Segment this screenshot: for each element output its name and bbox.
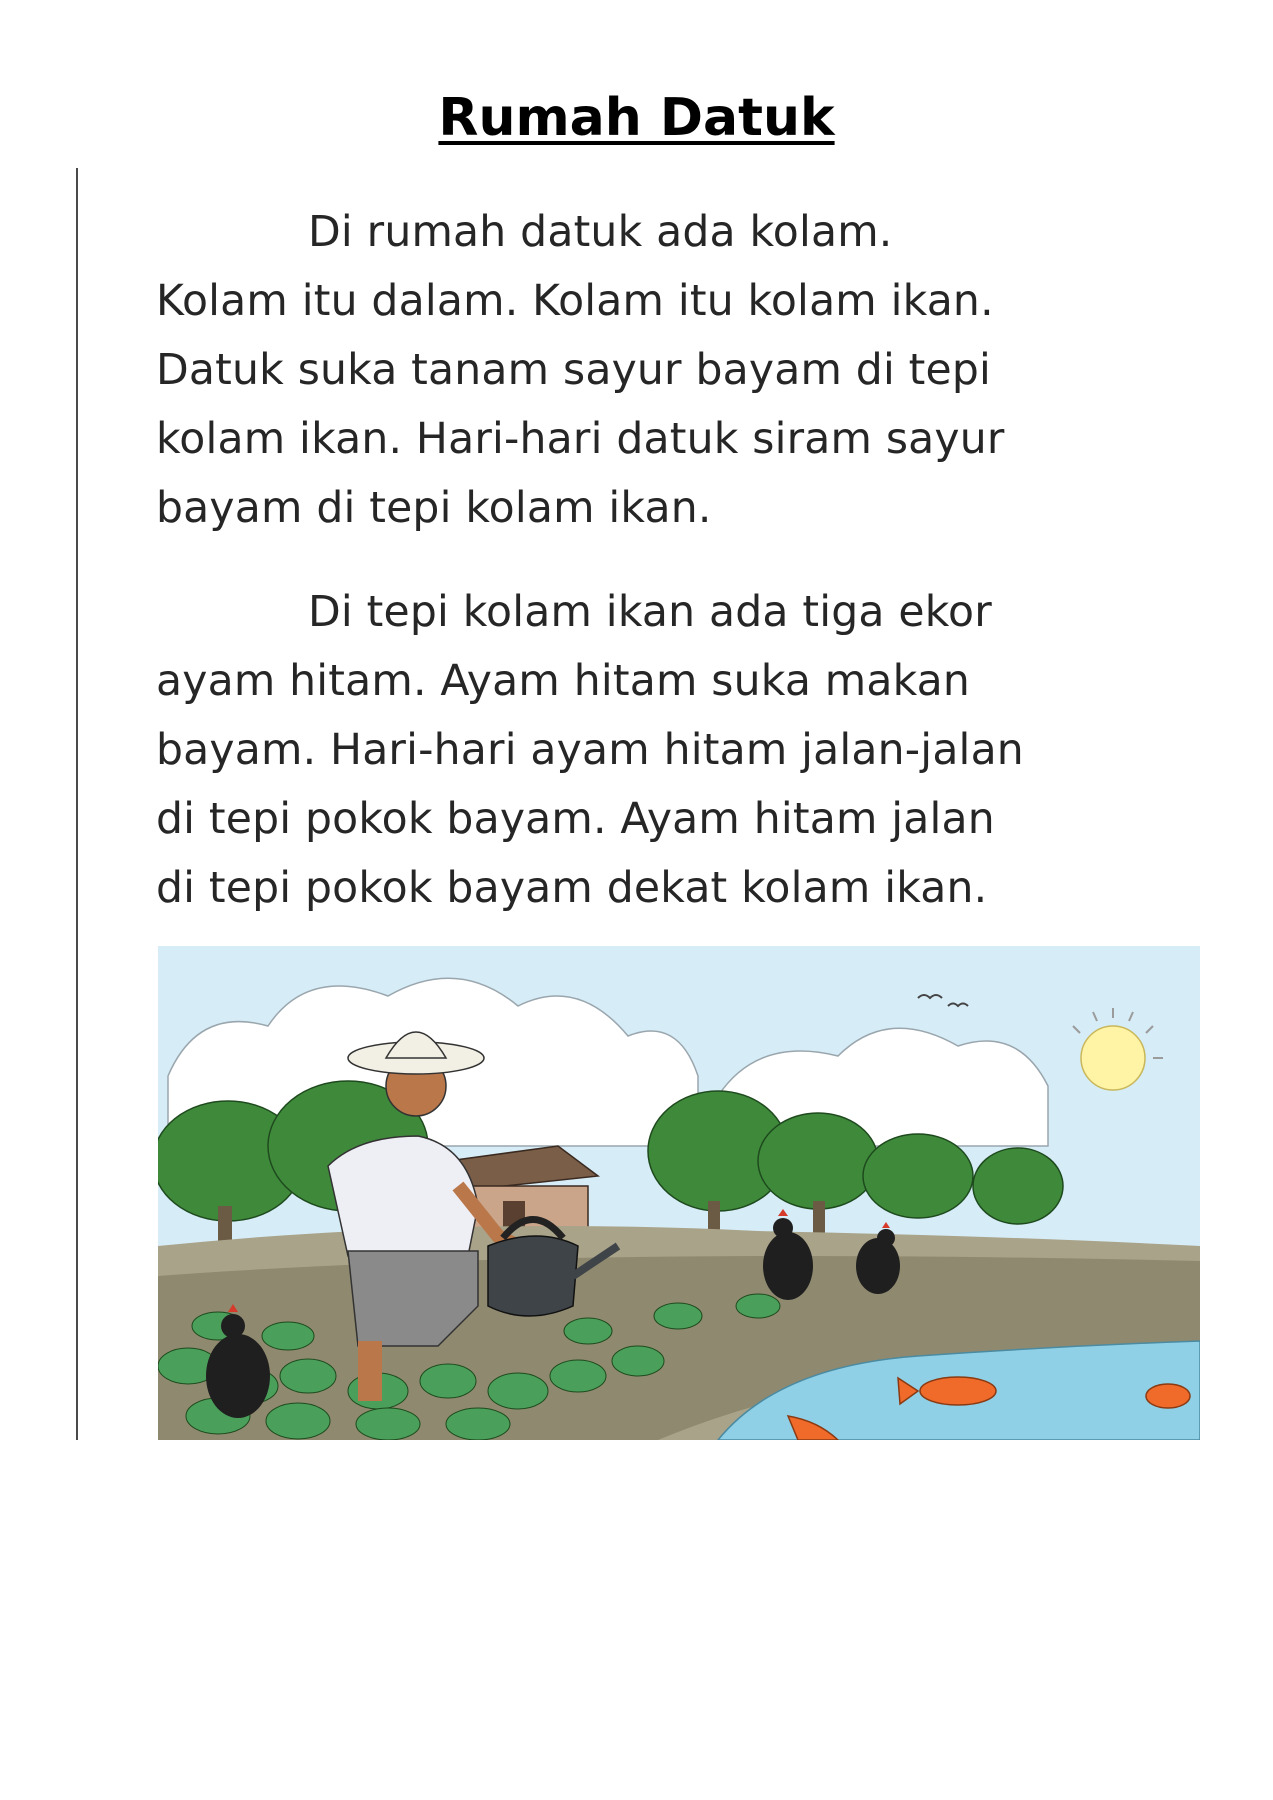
paragraph-line: Di rumah datuk ada kolam. xyxy=(308,208,893,257)
paragraph-line: di tepi pokok bayam. Ayam hitam jalan xyxy=(156,795,995,844)
illustration xyxy=(158,946,1200,1440)
paragraph-line: Kolam itu dalam. Kolam itu kolam ikan. xyxy=(156,277,994,326)
paragraph-line: bayam di tepi kolam ikan. xyxy=(156,484,712,533)
paragraph-2 xyxy=(156,578,1186,923)
paragraph-line: bayam. Hari-hari ayam hitam jalan-jalan xyxy=(156,726,1024,775)
paragraph-line: kolam ikan. Hari-hari datuk siram sayur xyxy=(156,415,1005,464)
page-title: Rumah Datuk xyxy=(438,88,835,148)
paragraph-1 xyxy=(156,198,1186,543)
scanned-page xyxy=(76,168,1202,1440)
paragraph-line: di tepi pokok bayam dekat kolam ikan. xyxy=(156,864,988,913)
paragraph-line: Di tepi kolam ikan ada tiga ekor xyxy=(308,588,992,637)
sun xyxy=(1081,1026,1145,1090)
paragraph-line: Datuk suka tanam sayur bayam di tepi xyxy=(156,346,992,395)
paragraph-line: ayam hitam. Ayam hitam suka makan xyxy=(156,657,971,706)
